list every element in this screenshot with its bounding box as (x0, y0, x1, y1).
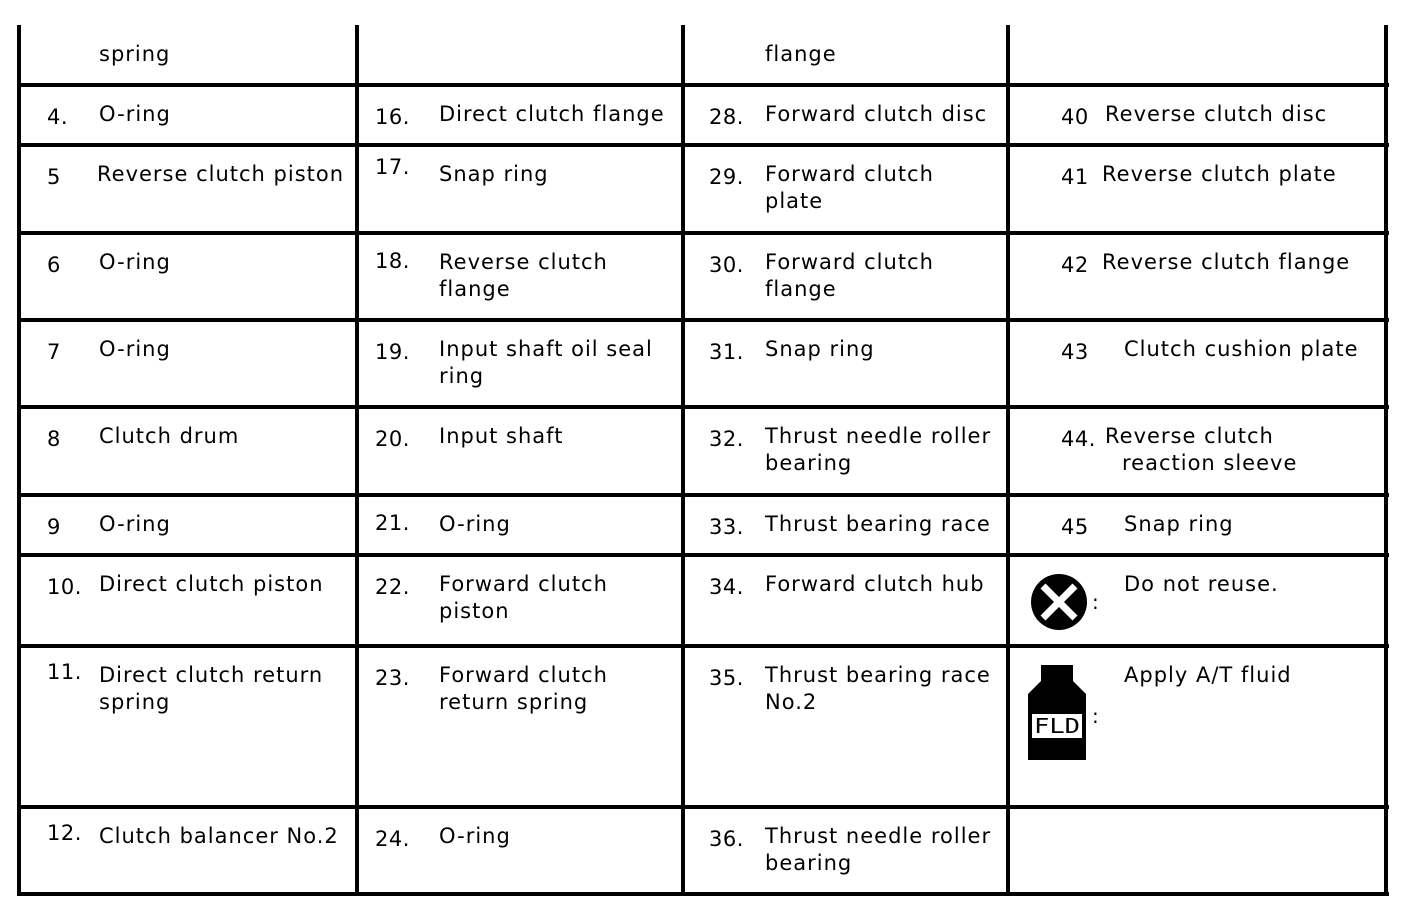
part-name: Forward clutch disc (765, 102, 988, 126)
part-number: 23. (375, 666, 410, 690)
part-name: Thrust bearing race (765, 663, 991, 687)
part-number: 17. (375, 155, 410, 179)
part-number: 35. (709, 666, 744, 690)
part-number: 8 (47, 427, 61, 451)
part-name: bearing (765, 451, 853, 475)
part-number: 29. (709, 165, 744, 189)
part-name: bearing (765, 851, 853, 875)
fluid-bottle-icon (1026, 662, 1088, 762)
part-number: 5 (47, 165, 61, 189)
part-number: 44. (1061, 427, 1096, 451)
part-name: Forward clutch (439, 663, 608, 687)
part-number: 32. (709, 427, 744, 451)
fluid-icon-label: FLD (1034, 714, 1080, 738)
part-name: Reverse clutch disc (1105, 102, 1328, 126)
part-number: 10. (47, 575, 82, 599)
table-column-divider (1384, 25, 1388, 896)
table-row-divider (17, 405, 1389, 409)
part-name: Thrust bearing race (765, 512, 991, 536)
part-number: 6 (47, 253, 61, 277)
part-name: Thrust needle roller (765, 424, 992, 448)
do-not-reuse-icon (1030, 572, 1088, 632)
part-name: flange (439, 277, 511, 301)
part-name: Reverse clutch flange (1102, 250, 1351, 274)
part-number: 19. (375, 340, 410, 364)
part-number: 36. (709, 827, 744, 851)
part-number: 43 (1061, 340, 1089, 364)
part-name: flange (765, 42, 837, 66)
part-name: Snap ring (765, 337, 875, 361)
part-number: 31. (709, 340, 744, 364)
table-row-divider (17, 493, 1389, 497)
part-number: 7 (47, 340, 61, 364)
part-name: Direct clutch piston (99, 572, 324, 596)
part-name: Do not reuse. (1124, 572, 1279, 596)
part-number: 20. (375, 427, 410, 451)
part-name: Apply A/T fluid (1124, 663, 1292, 687)
table-row-divider (17, 805, 1389, 809)
part-name: Forward clutch (765, 162, 934, 186)
part-name: O-ring (99, 250, 171, 274)
table-column-divider (17, 25, 21, 896)
legend-colon: : (1092, 704, 1099, 728)
part-name: O-ring (99, 337, 171, 361)
part-name: spring (99, 690, 171, 714)
part-number: 28. (709, 105, 744, 129)
part-name: ring (439, 364, 485, 388)
table-row-divider (17, 644, 1389, 648)
part-name: piston (439, 599, 510, 623)
part-name: Reverse clutch (1105, 424, 1274, 448)
part-name: Forward clutch hub (765, 572, 985, 596)
part-name: Forward clutch (765, 250, 934, 274)
part-name: Clutch balancer No.2 (99, 824, 339, 848)
part-name: Clutch cushion plate (1124, 337, 1359, 361)
part-number: 4. (47, 105, 69, 129)
part-number: 24. (375, 827, 410, 851)
table-column-divider (355, 25, 359, 896)
part-name: O-ring (439, 512, 511, 536)
table-row-divider (17, 318, 1389, 322)
part-number: 18. (375, 249, 410, 273)
table-column-divider (1006, 25, 1010, 896)
part-name: Reverse clutch (439, 250, 608, 274)
part-name: O-ring (99, 102, 171, 126)
part-number: 22. (375, 575, 410, 599)
part-name: return spring (439, 690, 589, 714)
part-number: 42 (1061, 253, 1089, 277)
part-name: Direct clutch return (99, 663, 324, 687)
part-number: 34. (709, 575, 744, 599)
table-column-divider (681, 25, 685, 896)
legend-colon: : (1092, 590, 1099, 614)
part-name: reaction sleeve (1122, 451, 1298, 475)
part-name: Clutch drum (99, 424, 240, 448)
part-number: 45 (1061, 515, 1089, 539)
table-row-divider (17, 83, 1389, 87)
part-name: No.2 (765, 690, 818, 714)
part-name: Reverse clutch piston (97, 162, 345, 186)
part-name: flange (765, 277, 837, 301)
part-name: plate (765, 189, 824, 213)
part-number: 33. (709, 515, 744, 539)
part-name: Input shaft oil seal (439, 337, 653, 361)
part-name: O-ring (99, 512, 171, 536)
part-name: spring (99, 42, 171, 66)
part-name: Snap ring (1124, 512, 1234, 536)
part-number: 21. (375, 511, 410, 535)
part-number: 41 (1061, 165, 1089, 189)
part-name: Reverse clutch plate (1102, 162, 1337, 186)
table-row-divider (17, 231, 1389, 235)
part-number: 9 (47, 515, 61, 539)
part-name: Thrust needle roller (765, 824, 992, 848)
part-number: 12. (47, 821, 82, 845)
part-number: 11. (47, 660, 82, 684)
table-row-divider (17, 553, 1389, 557)
part-name: Forward clutch (439, 572, 608, 596)
table-row-divider (17, 143, 1389, 147)
part-number: 30. (709, 253, 744, 277)
part-number: 40 (1061, 105, 1089, 129)
part-name: Direct clutch flange (439, 102, 665, 126)
part-name: O-ring (439, 824, 511, 848)
part-name: Snap ring (439, 162, 549, 186)
table-row-divider (17, 892, 1389, 896)
part-number: 16. (375, 105, 410, 129)
part-name: Input shaft (439, 424, 564, 448)
